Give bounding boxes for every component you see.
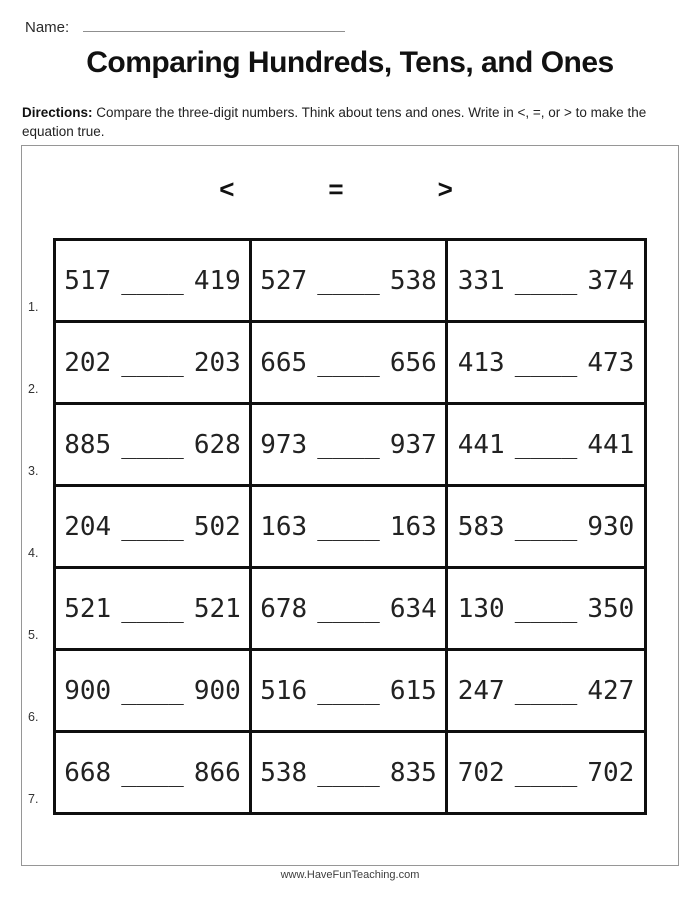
answer-blank: ____ — [121, 675, 184, 706]
comparison-cell — [252, 651, 448, 730]
right-number: 656 — [389, 347, 437, 378]
answer-blank: ____ — [514, 675, 578, 706]
answer-blank: ____ — [317, 511, 380, 542]
right-number: 628 — [193, 429, 241, 460]
left-number: 517 — [64, 265, 112, 296]
comparison-cell — [56, 241, 252, 320]
symbol-key — [8, 174, 664, 205]
right-number: 615 — [389, 675, 437, 706]
left-number: 583 — [457, 511, 505, 542]
comparison-cell — [56, 651, 252, 730]
right-number: 374 — [587, 265, 635, 296]
right-number: 203 — [193, 347, 241, 378]
right-number: 634 — [389, 593, 437, 624]
right-number: 930 — [587, 511, 635, 542]
comparison-cell — [448, 241, 644, 320]
right-number: 502 — [193, 511, 241, 542]
comparison-cell — [448, 487, 644, 566]
comparison-cell — [448, 569, 644, 648]
left-number: 163 — [260, 511, 308, 542]
answer-blank: ____ — [121, 593, 184, 624]
comparison-cell — [448, 651, 644, 730]
answer-blank: ____ — [317, 265, 380, 296]
left-number: 202 — [64, 347, 112, 378]
left-number: 702 — [457, 757, 505, 788]
right-number: 350 — [587, 593, 635, 624]
answer-blank: ____ — [317, 593, 380, 624]
left-number: 521 — [64, 593, 112, 624]
row-number: 1. — [28, 300, 39, 314]
name-blank-line — [83, 18, 345, 32]
left-number: 247 — [457, 675, 505, 706]
greater-than-symbol: > — [437, 174, 453, 204]
table-row — [28, 487, 644, 569]
comparison-cell — [56, 405, 252, 484]
directions-label: Directions: — [22, 105, 93, 120]
comparison-cell — [252, 487, 448, 566]
answer-blank: ____ — [514, 265, 578, 296]
left-number: 527 — [260, 265, 308, 296]
answer-blank: ____ — [121, 265, 184, 296]
row-number: 3. — [28, 464, 39, 478]
answer-blank: ____ — [317, 757, 380, 788]
less-than-symbol: < — [219, 174, 235, 204]
name-row — [25, 18, 345, 36]
answer-blank: ____ — [121, 511, 184, 542]
table-row — [28, 733, 644, 812]
answer-blank: ____ — [317, 347, 380, 378]
comparison-cell — [448, 733, 644, 812]
left-number: 668 — [64, 757, 112, 788]
right-number: 419 — [193, 265, 241, 296]
comparison-cell — [56, 569, 252, 648]
comparison-cell — [252, 323, 448, 402]
answer-blank: ____ — [317, 675, 380, 706]
comparison-cell — [56, 487, 252, 566]
answer-blank: ____ — [514, 757, 578, 788]
left-number: 130 — [457, 593, 505, 624]
left-number: 441 — [457, 429, 505, 460]
problems-table — [28, 238, 647, 815]
left-number: 665 — [260, 347, 308, 378]
right-number: 163 — [389, 511, 437, 542]
right-number: 866 — [193, 757, 241, 788]
comparison-cell — [56, 323, 252, 402]
right-number: 427 — [587, 675, 635, 706]
table-row — [28, 323, 644, 405]
name-label: Name: — [25, 19, 70, 36]
comparison-cell — [252, 733, 448, 812]
row-number: 5. — [28, 628, 39, 642]
answer-blank: ____ — [121, 429, 184, 460]
row-number: 7. — [28, 792, 39, 806]
equals-symbol: = — [328, 174, 344, 204]
right-number: 441 — [587, 429, 635, 460]
comparison-cell — [56, 733, 252, 812]
left-number: 678 — [260, 593, 308, 624]
left-number: 973 — [260, 429, 308, 460]
left-number: 885 — [64, 429, 112, 460]
worksheet-title: Comparing Hundreds, Tens, and Ones — [86, 46, 614, 79]
comparison-cell — [448, 405, 644, 484]
comparison-cell — [252, 405, 448, 484]
comparison-cell — [252, 241, 448, 320]
worksheet-frame — [21, 145, 679, 866]
left-number: 204 — [64, 511, 112, 542]
left-number: 516 — [260, 675, 308, 706]
row-number: 2. — [28, 382, 39, 396]
table-row — [28, 569, 644, 651]
answer-blank: ____ — [514, 593, 578, 624]
right-number: 473 — [587, 347, 635, 378]
table-row — [28, 241, 644, 323]
answer-blank: ____ — [514, 511, 578, 542]
table-row — [28, 405, 644, 487]
answer-blank: ____ — [121, 347, 184, 378]
table-row — [28, 651, 644, 733]
answer-blank: ____ — [121, 757, 184, 788]
left-number: 413 — [457, 347, 505, 378]
answer-blank: ____ — [317, 429, 380, 460]
right-number: 937 — [389, 429, 437, 460]
answer-blank: ____ — [514, 347, 578, 378]
right-number: 835 — [389, 757, 437, 788]
footer-url: www.HaveFunTeaching.com — [280, 869, 420, 881]
comparison-cell — [448, 323, 644, 402]
right-number: 538 — [389, 265, 437, 296]
left-number: 900 — [64, 675, 112, 706]
directions — [22, 104, 667, 142]
row-number: 4. — [28, 546, 39, 560]
answer-blank: ____ — [514, 429, 578, 460]
right-number: 702 — [587, 757, 635, 788]
directions-text: Compare the three-digit numbers. Think about tens and ones. Write in <, =, or > to make the equation true. — [22, 105, 647, 139]
left-number: 331 — [457, 265, 505, 296]
left-number: 538 — [260, 757, 308, 788]
comparison-cell — [252, 569, 448, 648]
row-number: 6. — [28, 710, 39, 724]
right-number: 521 — [193, 593, 241, 624]
right-number: 900 — [193, 675, 241, 706]
